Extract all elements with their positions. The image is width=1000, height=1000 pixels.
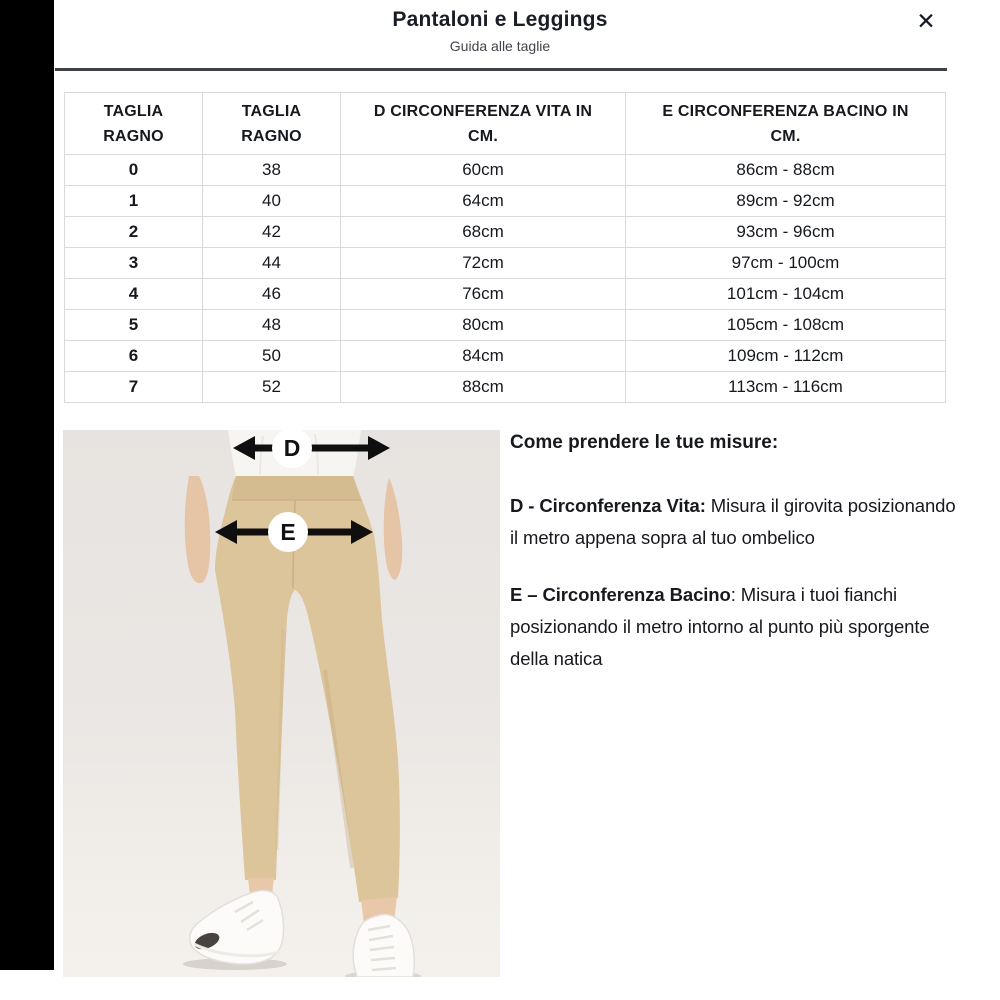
table-row	[65, 155, 946, 186]
modal-subtitle: Guida alle taglie	[449, 38, 551, 54]
table-row	[65, 248, 946, 279]
measure-guide-item-hip	[510, 579, 960, 675]
cell-taglia-1: 3	[65, 248, 203, 279]
column-header-circonferenza-bacino: E CIRCONFERENZA BACINO IN CM.	[626, 93, 946, 155]
cell-vita: 80cm	[341, 310, 626, 341]
table-row	[65, 217, 946, 248]
measure-guide-heading: Come prendere le tue misure:	[510, 432, 779, 453]
column-header-circonferenza-vita: D CIRCONFERENZA VITA IN CM.	[341, 93, 626, 155]
hip-label: E	[280, 519, 296, 545]
table-row	[65, 310, 946, 341]
cell-bacino: 113cm - 116cm	[626, 372, 946, 403]
close-button[interactable]	[906, 4, 946, 38]
cell-taglia-2: 52	[203, 372, 341, 403]
table-row	[65, 279, 946, 310]
cell-bacino: 101cm - 104cm	[626, 279, 946, 310]
table-row	[65, 186, 946, 217]
modal-title: Pantaloni e Leggings	[392, 8, 608, 31]
table-row	[65, 372, 946, 403]
cell-taglia-2: 44	[203, 248, 341, 279]
cell-vita: 64cm	[341, 186, 626, 217]
cell-vita: 72cm	[341, 248, 626, 279]
measure-guide-item-waist-text: Misura il girovita posizionando il metro appena sopra al tuo ombelico	[510, 495, 956, 548]
cell-bacino: 105cm - 108cm	[626, 310, 946, 341]
measure-guide-item-waist-label: D - Circonferenza Vita:	[510, 495, 706, 516]
header-divider	[55, 68, 947, 71]
cell-bacino: 86cm - 88cm	[626, 155, 946, 186]
table-row	[65, 341, 946, 372]
measure-guide	[510, 432, 960, 700]
cell-bacino: 97cm - 100cm	[626, 248, 946, 279]
cell-taglia-2: 38	[203, 155, 341, 186]
cell-vita: 88cm	[341, 372, 626, 403]
cell-taglia-1: 5	[65, 310, 203, 341]
cell-bacino: 109cm - 112cm	[626, 341, 946, 372]
cell-bacino: 89cm - 92cm	[626, 186, 946, 217]
cell-taglia-1: 0	[65, 155, 203, 186]
page-background-edge	[0, 0, 54, 970]
cell-taglia-2: 48	[203, 310, 341, 341]
close-icon: ✕	[916, 8, 936, 34]
cell-taglia-2: 40	[203, 186, 341, 217]
cell-bacino: 93cm - 96cm	[626, 217, 946, 248]
waist-label: D	[283, 435, 301, 461]
cell-taglia-1: 6	[65, 341, 203, 372]
column-header-taglia-ragno-1: TAGLIA RAGNO	[65, 93, 203, 155]
size-table	[64, 92, 946, 403]
cell-vita: 68cm	[341, 217, 626, 248]
cell-taglia-1: 2	[65, 217, 203, 248]
measure-guide-item-hip-label: E – Circonferenza Bacino	[510, 584, 731, 605]
cell-vita: 84cm	[341, 341, 626, 372]
cell-taglia-2: 50	[203, 341, 341, 372]
cell-taglia-1: 1	[65, 186, 203, 217]
column-header-taglia-ragno-2: TAGLIA RAGNO	[203, 93, 341, 155]
measure-guide-item-hip-text: : Misura i tuoi fianchi posizionando il metro intorno al punto più sporgente della natica	[510, 584, 930, 669]
measurement-diagram-photo	[63, 430, 500, 977]
cell-taglia-1: 7	[65, 372, 203, 403]
measure-guide-item-waist	[510, 490, 960, 554]
cell-vita: 60cm	[341, 155, 626, 186]
table-header-row	[65, 93, 946, 155]
cell-taglia-2: 42	[203, 217, 341, 248]
cell-taglia-1: 4	[65, 279, 203, 310]
cell-vita: 76cm	[341, 279, 626, 310]
model-photo-svg	[63, 430, 500, 977]
cell-taglia-2: 46	[203, 279, 341, 310]
